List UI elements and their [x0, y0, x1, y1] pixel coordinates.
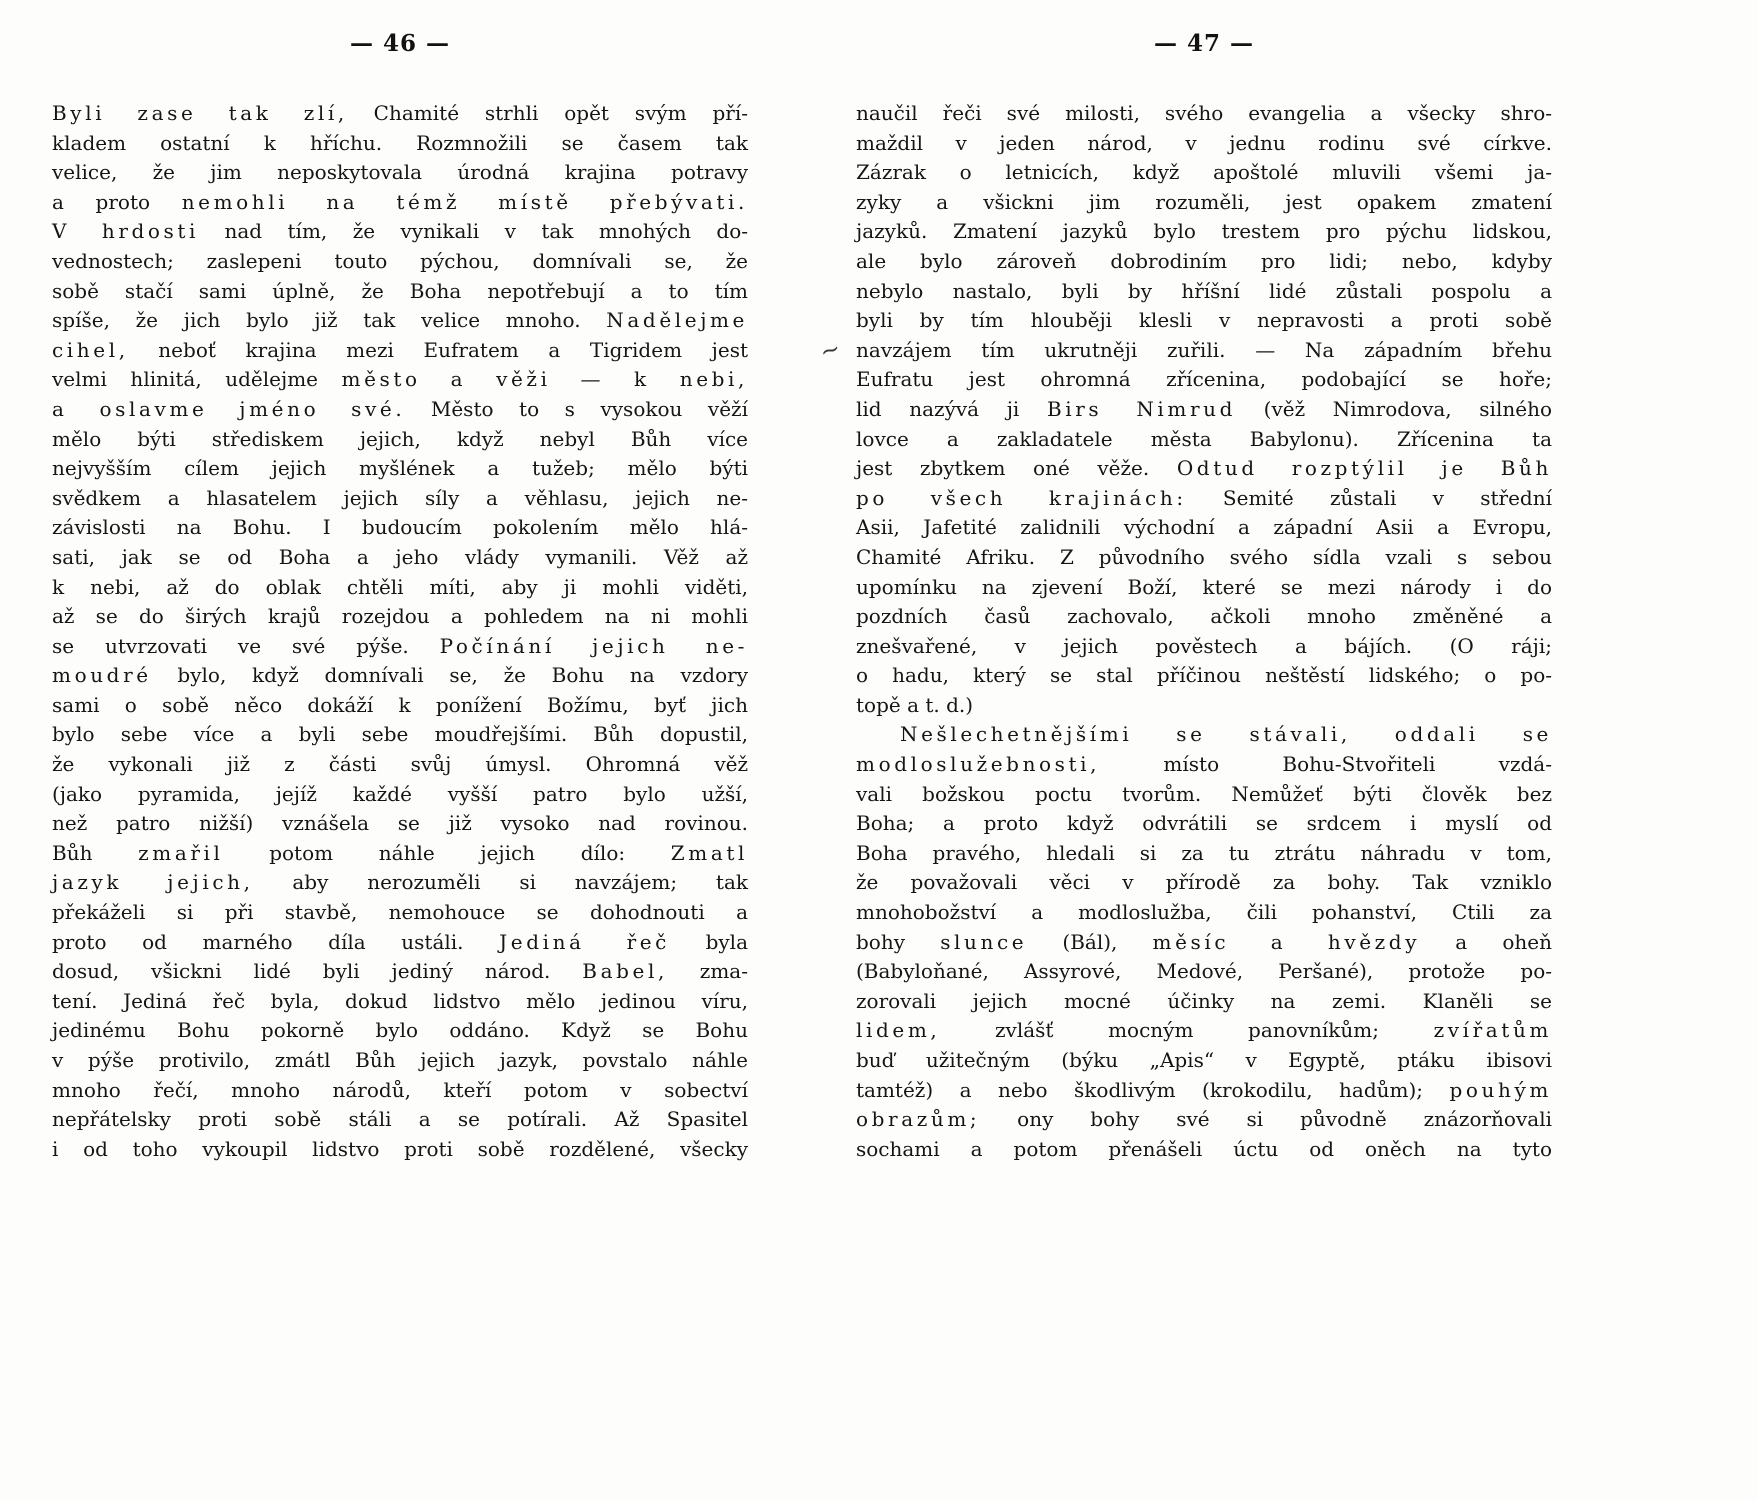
text-line: závislosti na Bohu. I budoucím pokolením mělo hlá-: [52, 515, 748, 540]
text-line: jazyk jejich, aby nerozuměli si navzájem; tak: [52, 870, 748, 895]
emphasized-text: po všech krajinách:: [856, 485, 1187, 510]
emphasized-text: pouhým: [1449, 1077, 1552, 1102]
margin-pen-mark: ~: [816, 333, 844, 367]
emphasized-text: Babel,: [582, 959, 668, 984]
text-line: nepřátelsky proti sobě stáli a se potírali. Až Spasitel: [52, 1107, 748, 1132]
text-line: svědkem a hlasatelem jejich síly a věhlasu, jejich ne-: [52, 485, 748, 510]
page-right-text: [856, 99, 1552, 1164]
text-line: i od toho vykoupil lidstvo proti sobě rozdělené, všecky: [52, 1136, 748, 1161]
text-line: maždil v jeden národ, v jednu rodinu své církve.: [856, 130, 1552, 155]
page-number-right: — 47 —: [1153, 30, 1255, 57]
text-line: nebylo nastalo, byli by hříšní lidé zůstali pospolu a: [856, 278, 1552, 303]
text-line: zorovali jejich mocné účinky na zemi. Klaněli se: [856, 988, 1552, 1013]
emphasized-text: Nadělejme: [606, 308, 748, 333]
text-line: Asii, Jafetité zalidnili východní a západní Asii a Evropu,: [856, 515, 1552, 540]
emphasized-text: Byli zase tak zlí,: [52, 101, 348, 125]
text-line: [856, 720, 1552, 750]
emphasized-text: Odtud rozptýlil je Bůh: [1176, 456, 1552, 481]
emphasized-text: slunce: [940, 929, 1028, 954]
text-line: sobě stačí sami úplně, že Boha nepotřebují a to tím: [52, 278, 748, 303]
emphasized-text: a oslavme jméno své.: [52, 396, 406, 421]
text-line: Boha pravého, hledali si za tu ztrátu náhradu v tom,: [856, 840, 1552, 865]
text-line: buď užitečným (býku „Apis“ v Egyptě, ptáku ibisovi: [856, 1048, 1552, 1072]
text-line: než patro nižší) vznášela se již vysoko nad rovinou.: [52, 811, 748, 836]
text-line: (Babyloňané, Assyrové, Medové, Peršané), protože po-: [856, 959, 1552, 984]
text-line: vali božskou poctu tvorům. Nemůžeť býti člověk bez: [856, 781, 1552, 806]
emphasized-text: Nešlechetnějšími se stávali, oddali se: [900, 722, 1552, 747]
emphasized-text: lidem,: [856, 1018, 941, 1043]
text-line: znešvařené, v jejich pověstech a bájích. (O ráji;: [856, 633, 1552, 658]
emphasized-text: Zmatl: [670, 840, 748, 865]
text-line: mnoho řečí, mnoho národů, kteří potom v sobectví: [52, 1077, 748, 1102]
emphasized-text: V hrdosti: [52, 219, 200, 244]
text-line: mnohobožství a modloslužba, čili pohanství, Ctili za: [856, 900, 1552, 925]
emphasized-text: modloslužebnosti,: [856, 752, 1101, 777]
text-line: zyky a všickni jim rozuměli, jest opakem zmatení: [856, 189, 1552, 214]
text-line: překáželi si při stavbě, nemohouce se dohodnouti a: [52, 900, 748, 925]
emphasized-text: moudré: [52, 663, 152, 688]
text-line: jedinému Bohu pokorně bylo oddáno. Když se Bohu: [52, 1018, 748, 1043]
text-line: ale bylo zároveň dobrodiním pro lidi; nebo, kdyby: [856, 248, 1552, 273]
emphasized-text: zmařil: [138, 840, 224, 865]
text-line: k nebi, až do oblak chtěli míti, aby ji mohli viděti,: [52, 574, 748, 599]
text-line: tamtéž) a nebo škodlivým (krokodilu, hadům); pouhým: [856, 1077, 1552, 1102]
text-line: (jako pyramida, jejíž každé vyšší patro bylo užší,: [52, 781, 748, 806]
text-line: v pýše protivilo, zmátl Bůh jejich jazyk, povstalo náhle: [52, 1048, 748, 1072]
text-line: mělo býti střediskem jejich, když nebyl Bůh více: [52, 426, 748, 451]
text-line: moudré bylo, když domnívali se, že Bohu na vzdory: [52, 663, 748, 688]
emphasized-text: jazyk jejich,: [52, 870, 254, 895]
text-line: Byli zase tak zlí, Chamité strhli opět svým pří-: [52, 101, 748, 125]
emphasized-text: město a věži — k nebi,: [341, 367, 748, 392]
text-line: lovce a zakladatele města Babylonu). Zřícenina ta: [856, 426, 1552, 451]
text-line: Chamité Afriku. Z původního svého sídla vzali s sebou: [856, 544, 1552, 569]
text-line: a oslavme jméno své. Město to s vysokou věží: [52, 396, 748, 421]
text-line: proto od marného díla ustáli. Jediná řeč byla: [52, 929, 748, 954]
text-line: tení. Jediná řeč byla, dokud lidstvo mělo jedinou víru,: [52, 988, 748, 1013]
text-line: byli by tím hlouběji klesli v nepravosti a proti sobě: [856, 308, 1552, 333]
text-line: bohy slunce (Bál), měsíc a hvězdy a oheň: [856, 929, 1552, 954]
text-line: modloslužebnosti, místo Bohu-Stvořiteli vzdá-: [856, 752, 1552, 777]
text-line: velmi hlinitá, udělejme město a věži — k nebi,: [52, 367, 748, 392]
emphasized-text: Počínání jejich ne-: [439, 633, 748, 658]
text-line: spíše, že jich bylo již tak velice mnoho. Nadělejme: [52, 308, 748, 333]
text-line: naučil řeči své milosti, svého evangelia a všecky shro-: [856, 101, 1552, 125]
text-line: se utvrzovati ve své pýše. Počínání jejich ne-: [52, 633, 748, 658]
text-line: sati, jak se od Boha a jeho vlády vymanili. Věž až: [52, 544, 748, 569]
text-line: kladem ostatní k hříchu. Rozmnožili se časem tak: [52, 130, 748, 155]
text-line: a proto nemohli na témž místě přebývati.: [52, 189, 749, 214]
text-line: sochami a potom přenášeli úctu od oněch na tyto: [856, 1136, 1552, 1161]
text-line: jest zbytkem oné věže. Odtud rozptýlil je Bůh: [856, 456, 1552, 481]
text-line: o hadu, který se stal příčinou neštěstí lidského; o po-: [856, 663, 1552, 688]
text-line: pozdních časů zachovalo, ačkoli mnoho změněné a: [856, 604, 1552, 629]
emphasized-text: zvířatům: [1433, 1018, 1552, 1043]
page-right: [856, 30, 1552, 1164]
text-line: Boha; a proto když odvrátili se srdcem i myslí od: [856, 811, 1552, 836]
text-line: V hrdosti nad tím, že vynikali v tak mnohých do-: [52, 219, 749, 244]
text-line: Bůh zmařil potom náhle jejich dílo: Zmatl: [52, 840, 748, 865]
emphasized-text: měsíc a hvězdy: [1152, 929, 1421, 954]
page-left-text: [52, 99, 748, 1164]
text-line: velice, že jim neposkytovala úrodná krajina potravy: [52, 160, 748, 185]
emphasized-text: Jediná řeč: [499, 929, 670, 954]
text-line: vednostech; zaslepeni touto pýchou, domnívali se, že: [52, 248, 748, 273]
emphasized-text: obrazům;: [856, 1107, 981, 1132]
emphasized-text: Birs Nimrud: [1046, 396, 1237, 421]
text-line: lidem, zvlášť mocným panovníkům; zvířatům: [856, 1018, 1552, 1043]
text-line: obrazům; ony bohy své si původně znázorňovali: [856, 1107, 1552, 1132]
page-number-left: — 46 —: [349, 30, 451, 57]
page-left: [52, 30, 748, 1164]
text-line: lid nazývá ji Birs Nimrud (věž Nimrodova, silného: [856, 396, 1552, 421]
text-line: navzájem tím ukrutněji zuřili. — Na západním břehu: [856, 337, 1552, 362]
text-line: upomínku na zjevení Boží, které se mezi národy i do: [856, 574, 1552, 599]
text-line: po všech krajinách: Semité zůstali v střední: [856, 485, 1552, 510]
text-line: nejvyšším cílem jejich myšlének a tužeb; mělo býti: [52, 456, 748, 481]
text-line: Eufratu jest ohromná zřícenina, podobající se hoře;: [856, 367, 1552, 392]
text-line: bylo sebe více a byli sebe moudřejšími. Bůh dopustil,: [52, 722, 748, 747]
emphasized-text: nemohli na témž místě přebývati.: [181, 189, 749, 214]
emphasized-text: cihel,: [52, 337, 129, 362]
text-line: jazyků. Zmatení jazyků bylo trestem pro pýchu lidskou,: [856, 219, 1552, 244]
text-line: Zázrak o letnicích, když apoštolé mluvili všemi ja-: [856, 160, 1552, 185]
text-line: dosud, všickni lidé byli jediný národ. Babel, zma-: [52, 959, 748, 984]
text-line: topě a t. d.): [856, 692, 974, 717]
text-line: že vykonali již z části svůj úmysl. Ohromná věž: [52, 752, 748, 777]
text-line: cihel, neboť krajina mezi Eufratem a Tigridem jest: [52, 337, 748, 362]
text-line: sami o sobě něco dokáží k ponížení Božímu, byť jich: [52, 692, 748, 717]
text-line: až se do širých krajů rozejdou a pohledem na ni mohli: [52, 604, 748, 629]
text-line: že považovali věci v přírodě za bohy. Tak vzniklo: [856, 870, 1552, 895]
